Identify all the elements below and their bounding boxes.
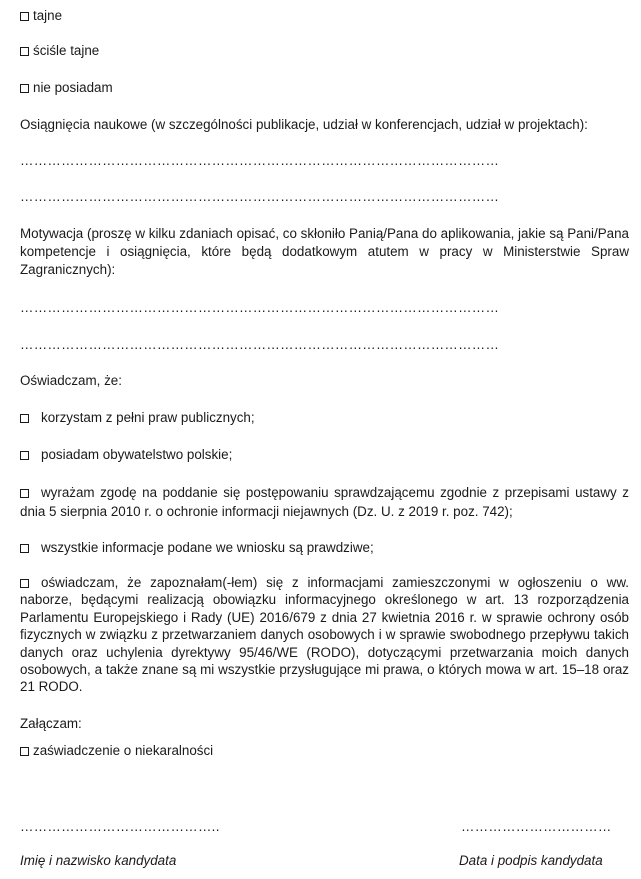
attachments-heading: Załączam: <box>20 716 82 731</box>
checkbox[interactable] <box>20 47 29 56</box>
motivation-line-1[interactable]: …………………………………………………………………………………………… <box>20 300 500 315</box>
declaration-text: wszystkie informacje podane we wniosku są prawdziwe; <box>41 540 374 555</box>
declaration-text: wyrażam zgodę na poddanie się postępowaniu sprawdzającemu zgodnie z przepisami ustawy z dnia 5 sierpnia 2010 r. o ochronie informacji niejawnych (Dz. U. z 2019 r. poz. 742); <box>20 485 629 519</box>
option-label: nie posiadam <box>33 80 113 95</box>
checkbox[interactable] <box>20 747 29 756</box>
option-label: tajne <box>33 8 63 23</box>
option-label: ściśle tajne <box>33 43 100 58</box>
checkbox[interactable] <box>20 489 29 498</box>
declaration-text: korzystam z pełni praw publicznych; <box>41 410 255 425</box>
checkbox[interactable] <box>20 414 29 423</box>
clearance-option-tajne[interactable] <box>20 7 62 24</box>
date-signature-line[interactable]: …………………………… <box>461 819 612 834</box>
checkbox[interactable] <box>20 84 29 93</box>
declaration-clearance-consent[interactable] <box>20 483 629 521</box>
attachment-label: zaświadczenie o niekaralności <box>33 743 214 758</box>
declaration-text: posiadam obywatelstwo polskie; <box>41 447 233 462</box>
declaration-truthfulness[interactable] <box>20 539 629 556</box>
name-caption: Imię i nazwisko kandydata <box>20 853 177 868</box>
achievements-prompt: Osiągnięcia naukowe (w szczególności publikacje, udział w konferencjach, udział w projektach): <box>20 117 588 132</box>
clearance-option-none[interactable] <box>20 79 113 96</box>
checkbox[interactable] <box>20 451 29 460</box>
checkbox[interactable] <box>20 579 29 588</box>
declarations-heading: Oświadczam, że: <box>20 373 122 388</box>
achievements-line-2[interactable]: …………………………………………………………………………………………… <box>20 189 500 204</box>
clearance-option-top-secret[interactable] <box>20 42 99 59</box>
attachment-criminal-record[interactable] <box>20 742 213 759</box>
declaration-citizenship[interactable] <box>20 446 629 463</box>
declaration-rodo[interactable] <box>20 574 629 696</box>
achievements-line-1[interactable]: …………………………………………………………………………………………… <box>20 153 500 168</box>
motivation-line-2[interactable]: …………………………………………………………………………………………… <box>20 337 500 352</box>
declaration-public-rights[interactable] <box>20 409 629 426</box>
name-signature-line[interactable]: …………………………………….. <box>20 819 220 834</box>
declaration-text: oświadczam, że zapoznałam(-łem) się z informacjami zamieszczonymi w ogłoszeniu o ww. naborze, będącymi realizacją obowiązku informacyjnego określonego w art. 13 rozporządzenia Parlamentu Europejskiego i Rady (UE) 2016/679 z dnia 27 kwietnia 2016 r. w sprawie ochrony osób fizycznych w związku z przetwarzaniem danych osobowych i w sprawie swobodnego przepływu takich danych oraz uchylenia dyrektywy 95/46/WE (RODO), dotyczącymi przetwarzania moich danych osobowych, a także znane są mi wszystkie przysługujące mi prawa, o których mowa w art. 15–18 oraz 21 RODO. <box>20 575 629 695</box>
checkbox[interactable] <box>20 544 29 553</box>
date-caption: Data i podpis kandydata <box>459 853 603 868</box>
motivation-prompt: Motywacja (proszę w kilku zdaniach opisać, co skłoniło Panią/Pana do aplikowania, jakie są Pani/Pana kompetencje i osiągnięcia, które będą dodatkowym atutem w pracy w Ministerstwie Spraw Zagranicznych): <box>20 226 629 277</box>
checkbox[interactable] <box>20 12 29 21</box>
